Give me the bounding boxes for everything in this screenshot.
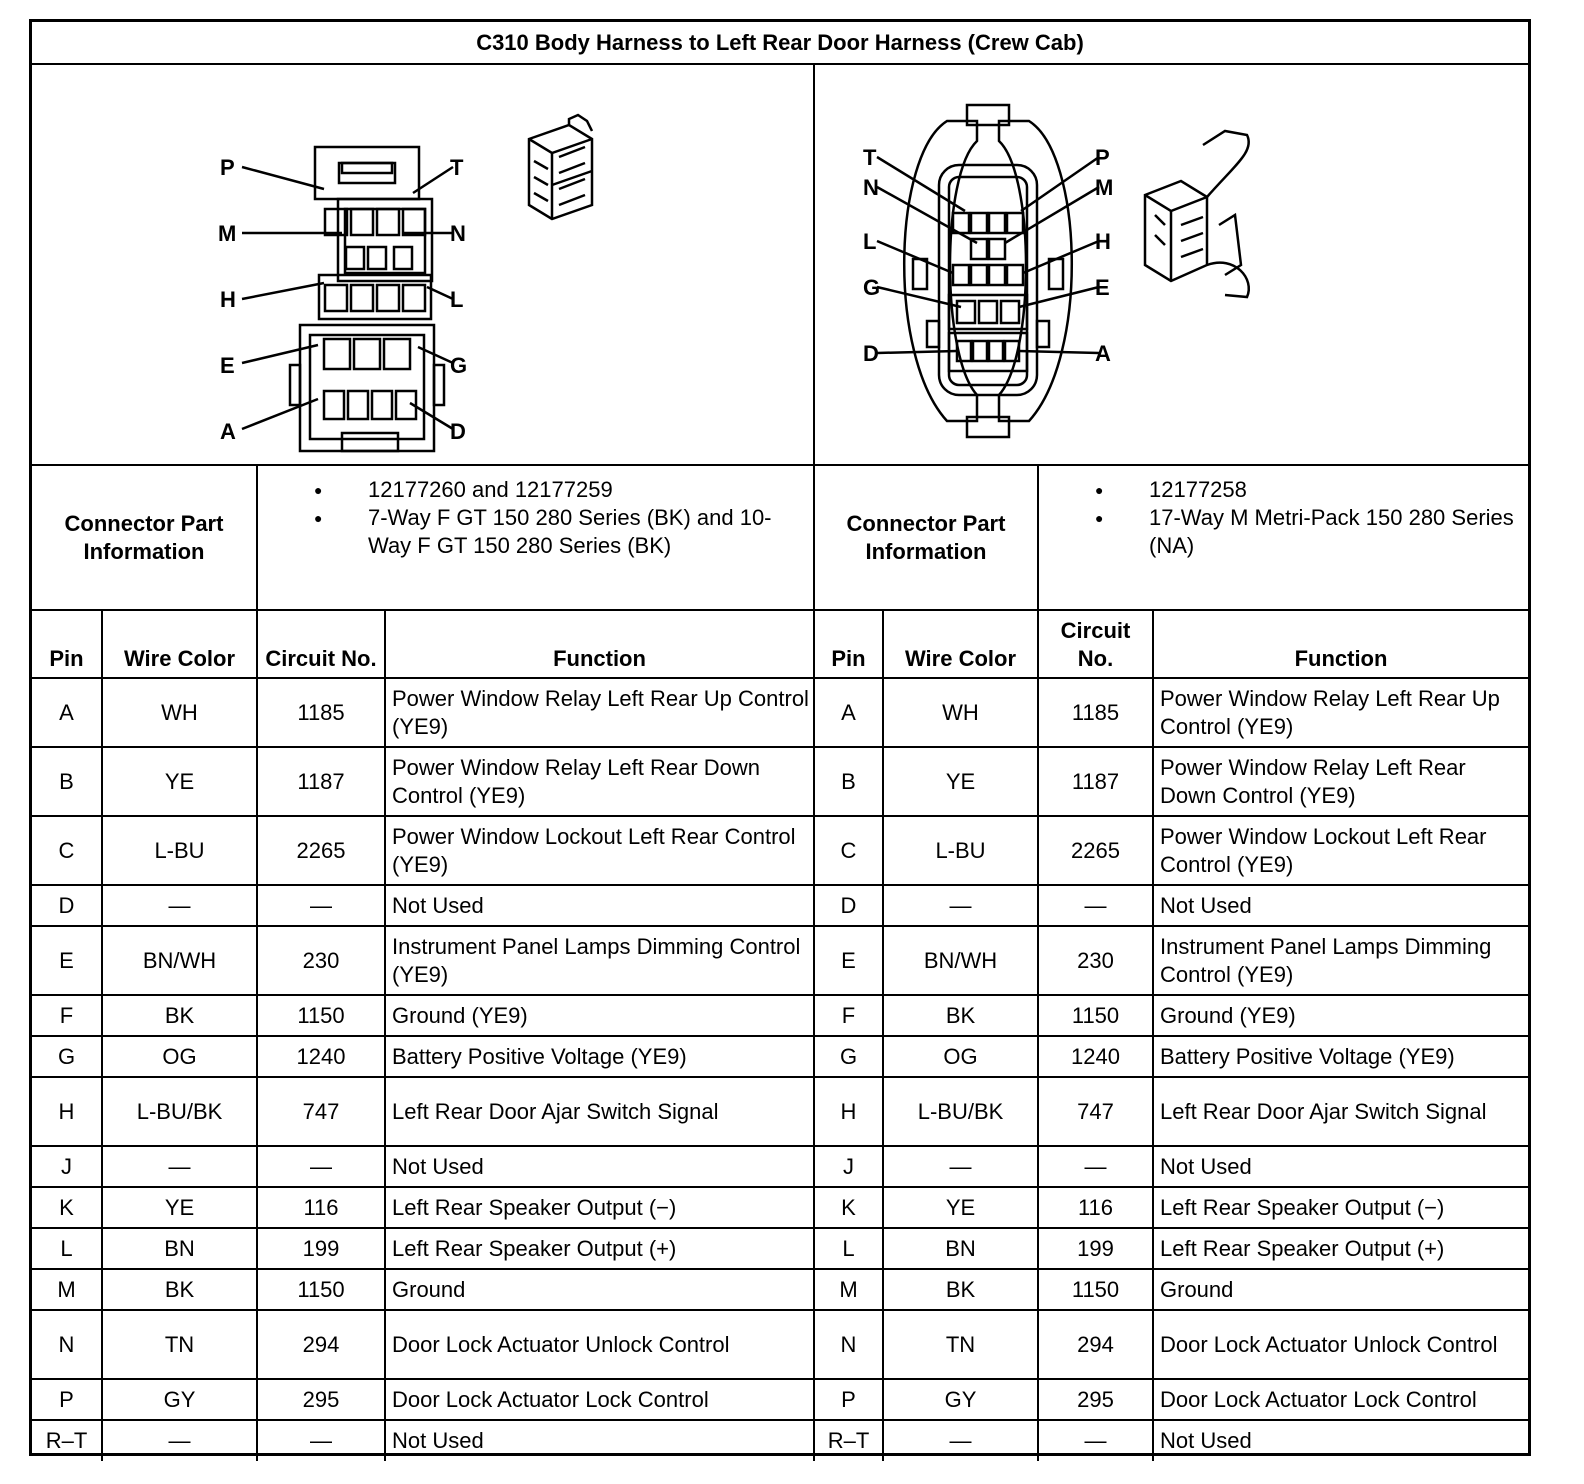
- right-pin-label-n: N: [863, 175, 879, 200]
- cell-circuit: 1150: [1038, 1269, 1153, 1310]
- left-pin-label-e: E: [220, 353, 235, 378]
- table-row: [32, 747, 1528, 816]
- right-pin-label-p: P: [1095, 145, 1110, 170]
- cell-circuit: 2265: [257, 816, 385, 885]
- cell-circuit: 1150: [257, 1269, 385, 1310]
- cell-function: Ground: [1153, 1269, 1528, 1310]
- table-row: [32, 885, 1528, 926]
- left-info-item: ● 12177260 and 12177259: [314, 476, 807, 504]
- right-pin-label-l: L: [863, 229, 877, 254]
- cell-pin: P: [32, 1379, 102, 1420]
- cell-function: Power Window Lockout Left Rear Control (YE9): [1153, 816, 1528, 885]
- table-row: [32, 1228, 1528, 1269]
- table-row: [32, 1269, 1528, 1310]
- table-row: [32, 926, 1528, 995]
- cell-function: Ground (YE9): [385, 995, 814, 1036]
- cell-function: Not Used: [385, 1146, 814, 1187]
- cell-function: Instrument Panel Lamps Dimming Control (YE9): [385, 926, 814, 995]
- table-row: [32, 1077, 1528, 1146]
- cell-wire: —: [883, 885, 1038, 926]
- cell-function: Left Rear Speaker Output (−): [385, 1187, 814, 1228]
- cell-wire: BK: [883, 1269, 1038, 1310]
- connector-sheet: [29, 19, 1531, 1456]
- left-pin-label-p: P: [220, 155, 235, 180]
- right-pin-label-h: H: [1095, 229, 1111, 254]
- cell-function: Not Used: [1153, 1420, 1528, 1461]
- right-pin-label-t: T: [863, 145, 877, 170]
- table-row: [32, 1379, 1528, 1420]
- cell-wire: BN/WH: [883, 926, 1038, 995]
- header-wire-color: Wire Color: [102, 610, 257, 678]
- right-pin-label-d: D: [863, 341, 879, 366]
- cell-pin: F: [32, 995, 102, 1036]
- cell-pin: L: [814, 1228, 883, 1269]
- cell-pin: R–T: [32, 1420, 102, 1461]
- right-pin-label-e: E: [1095, 275, 1110, 300]
- table-row: [32, 1146, 1528, 1187]
- cell-function: Not Used: [1153, 885, 1528, 926]
- table-row: [32, 1420, 1528, 1461]
- cell-function: Battery Positive Voltage (YE9): [385, 1036, 814, 1077]
- cell-function: Door Lock Actuator Lock Control: [1153, 1379, 1528, 1420]
- cell-pin: J: [814, 1146, 883, 1187]
- cell-circuit: 1150: [257, 995, 385, 1036]
- cell-circuit: 116: [1038, 1187, 1153, 1228]
- cell-function: Ground (YE9): [1153, 995, 1528, 1036]
- left-connector-info-label: Connector Part Information: [32, 465, 257, 610]
- table-row: [32, 1310, 1528, 1379]
- cell-function: Door Lock Actuator Unlock Control: [385, 1310, 814, 1379]
- cell-wire: BK: [102, 995, 257, 1036]
- cell-circuit: —: [1038, 885, 1153, 926]
- cell-circuit: 294: [257, 1310, 385, 1379]
- cell-circuit: 199: [1038, 1228, 1153, 1269]
- right-pin-label-a: A: [1095, 341, 1111, 366]
- cell-function: Left Rear Door Ajar Switch Signal: [1153, 1077, 1528, 1146]
- page-title: C310 Body Harness to Left Rear Door Harness (Crew Cab): [32, 22, 1528, 64]
- cell-pin: H: [32, 1077, 102, 1146]
- cell-function: Door Lock Actuator Unlock Control: [1153, 1310, 1528, 1379]
- cell-circuit: 295: [257, 1379, 385, 1420]
- cell-function: Power Window Relay Left Rear Up Control (YE9): [1153, 678, 1528, 747]
- cell-wire: BN: [883, 1228, 1038, 1269]
- header-pin: Pin: [32, 610, 102, 678]
- cell-pin: M: [814, 1269, 883, 1310]
- cell-pin: K: [814, 1187, 883, 1228]
- cell-circuit: 199: [257, 1228, 385, 1269]
- cell-circuit: 1187: [1038, 747, 1153, 816]
- cell-wire: YE: [102, 747, 257, 816]
- left-pin-label-a: A: [220, 419, 236, 444]
- cell-wire: —: [102, 885, 257, 926]
- cell-circuit: 2265: [1038, 816, 1153, 885]
- left-connector-info: [257, 465, 814, 610]
- left-pin-label-n: N: [450, 221, 466, 246]
- cell-wire: L-BU/BK: [883, 1077, 1038, 1146]
- cell-circuit: 1185: [257, 678, 385, 747]
- cell-wire: WH: [883, 678, 1038, 747]
- right-pin-label-g: G: [863, 275, 881, 300]
- cell-pin: G: [814, 1036, 883, 1077]
- cell-function: Door Lock Actuator Lock Control: [385, 1379, 814, 1420]
- cell-pin: K: [32, 1187, 102, 1228]
- cell-pin: R–T: [814, 1420, 883, 1461]
- cell-pin: N: [32, 1310, 102, 1379]
- left-pin-label-h: H: [220, 287, 236, 312]
- cell-function: Power Window Relay Left Rear Down Control (YE9): [385, 747, 814, 816]
- cell-wire: BK: [883, 995, 1038, 1036]
- cell-function: Power Window Lockout Left Rear Control (YE9): [385, 816, 814, 885]
- cell-wire: —: [883, 1146, 1038, 1187]
- cell-wire: OG: [102, 1036, 257, 1077]
- cell-pin: B: [814, 747, 883, 816]
- left-pin-label-g: G: [450, 353, 468, 378]
- cell-wire: —: [883, 1420, 1038, 1461]
- cell-circuit: —: [257, 1420, 385, 1461]
- cell-wire: GY: [102, 1379, 257, 1420]
- cell-pin: J: [32, 1146, 102, 1187]
- cell-wire: YE: [883, 1187, 1038, 1228]
- cell-function: Instrument Panel Lamps Dimming Control (YE9): [1153, 926, 1528, 995]
- cell-circuit: 1150: [1038, 995, 1153, 1036]
- cell-pin: G: [32, 1036, 102, 1077]
- cell-circuit: —: [257, 885, 385, 926]
- left-connector-diagram-cell: [32, 64, 814, 465]
- left-info-item: ● 7-Way F GT 150 280 Series (BK) and 10-Way F GT 150 280 Series (BK): [314, 504, 807, 560]
- cell-circuit: —: [1038, 1146, 1153, 1187]
- cell-pin: L: [32, 1228, 102, 1269]
- cell-circuit: —: [1038, 1420, 1153, 1461]
- cell-function: Left Rear Speaker Output (−): [1153, 1187, 1528, 1228]
- left-pin-label-l: L: [450, 287, 464, 312]
- cell-wire: BN/WH: [102, 926, 257, 995]
- cell-pin: F: [814, 995, 883, 1036]
- cell-pin: A: [32, 678, 102, 747]
- right-connector-info: [1038, 465, 1528, 610]
- cell-wire: L-BU: [883, 816, 1038, 885]
- header-function: Function: [1153, 610, 1528, 678]
- cell-circuit: 230: [257, 926, 385, 995]
- table-row: [32, 995, 1528, 1036]
- header-circuit-no: Circuit No.: [1038, 610, 1153, 678]
- cell-pin: D: [32, 885, 102, 926]
- cell-pin: E: [814, 926, 883, 995]
- cell-function: Not Used: [385, 1420, 814, 1461]
- cell-pin: A: [814, 678, 883, 747]
- cell-function: Not Used: [1153, 1146, 1528, 1187]
- left-pin-label-d: D: [450, 419, 466, 444]
- left-pin-label-m: M: [218, 221, 237, 246]
- cell-function: Power Window Relay Left Rear Up Control (YE9): [385, 678, 814, 747]
- left-connector-diagram: [32, 65, 814, 457]
- cell-circuit: 294: [1038, 1310, 1153, 1379]
- cell-circuit: 1240: [257, 1036, 385, 1077]
- cell-pin: C: [814, 816, 883, 885]
- table-row: [32, 678, 1528, 747]
- header-circuit-no: Circuit No.: [257, 610, 385, 678]
- cell-function: Ground: [385, 1269, 814, 1310]
- header-pin: Pin: [814, 610, 883, 678]
- cell-wire: GY: [883, 1379, 1038, 1420]
- cell-circuit: 1187: [257, 747, 385, 816]
- right-info-item: ● 12177258: [1095, 476, 1522, 504]
- cell-pin: B: [32, 747, 102, 816]
- cell-wire: BN: [102, 1228, 257, 1269]
- cell-wire: L-BU/BK: [102, 1077, 257, 1146]
- connector-table: [32, 22, 1528, 1461]
- cell-circuit: —: [257, 1146, 385, 1187]
- cell-pin: P: [814, 1379, 883, 1420]
- cell-function: Not Used: [385, 885, 814, 926]
- cell-wire: WH: [102, 678, 257, 747]
- cell-pin: D: [814, 885, 883, 926]
- cell-circuit: 295: [1038, 1379, 1153, 1420]
- cell-circuit: 747: [257, 1077, 385, 1146]
- table-row: [32, 816, 1528, 885]
- right-connector-diagram: [815, 65, 1528, 457]
- cell-pin: E: [32, 926, 102, 995]
- right-info-item: ● 17-Way M Metri-Pack 150 280 Series (NA): [1095, 504, 1522, 560]
- header-function: Function: [385, 610, 814, 678]
- right-pin-label-m: M: [1095, 175, 1114, 200]
- cell-circuit: 1185: [1038, 678, 1153, 747]
- table-row: [32, 1036, 1528, 1077]
- cell-function: Left Rear Speaker Output (+): [385, 1228, 814, 1269]
- cell-wire: —: [102, 1146, 257, 1187]
- right-connector-diagram-cell: [814, 64, 1528, 465]
- cell-wire: YE: [102, 1187, 257, 1228]
- cell-wire: —: [102, 1420, 257, 1461]
- cell-function: Left Rear Door Ajar Switch Signal: [385, 1077, 814, 1146]
- cell-wire: OG: [883, 1036, 1038, 1077]
- left-pin-label-t: T: [450, 155, 464, 180]
- cell-wire: BK: [102, 1269, 257, 1310]
- cell-function: Left Rear Speaker Output (+): [1153, 1228, 1528, 1269]
- cell-circuit: 116: [257, 1187, 385, 1228]
- header-wire-color: Wire Color: [883, 610, 1038, 678]
- cell-wire: YE: [883, 747, 1038, 816]
- cell-function: Battery Positive Voltage (YE9): [1153, 1036, 1528, 1077]
- cell-circuit: 1240: [1038, 1036, 1153, 1077]
- cell-circuit: 747: [1038, 1077, 1153, 1146]
- right-connector-info-label: Connector Part Information: [814, 465, 1038, 610]
- cell-wire: TN: [883, 1310, 1038, 1379]
- cell-pin: N: [814, 1310, 883, 1379]
- cell-circuit: 230: [1038, 926, 1153, 995]
- cell-function: Power Window Relay Left Rear Down Control (YE9): [1153, 747, 1528, 816]
- cell-wire: TN: [102, 1310, 257, 1379]
- cell-pin: C: [32, 816, 102, 885]
- cell-pin: H: [814, 1077, 883, 1146]
- cell-pin: M: [32, 1269, 102, 1310]
- cell-wire: L-BU: [102, 816, 257, 885]
- table-row: [32, 1187, 1528, 1228]
